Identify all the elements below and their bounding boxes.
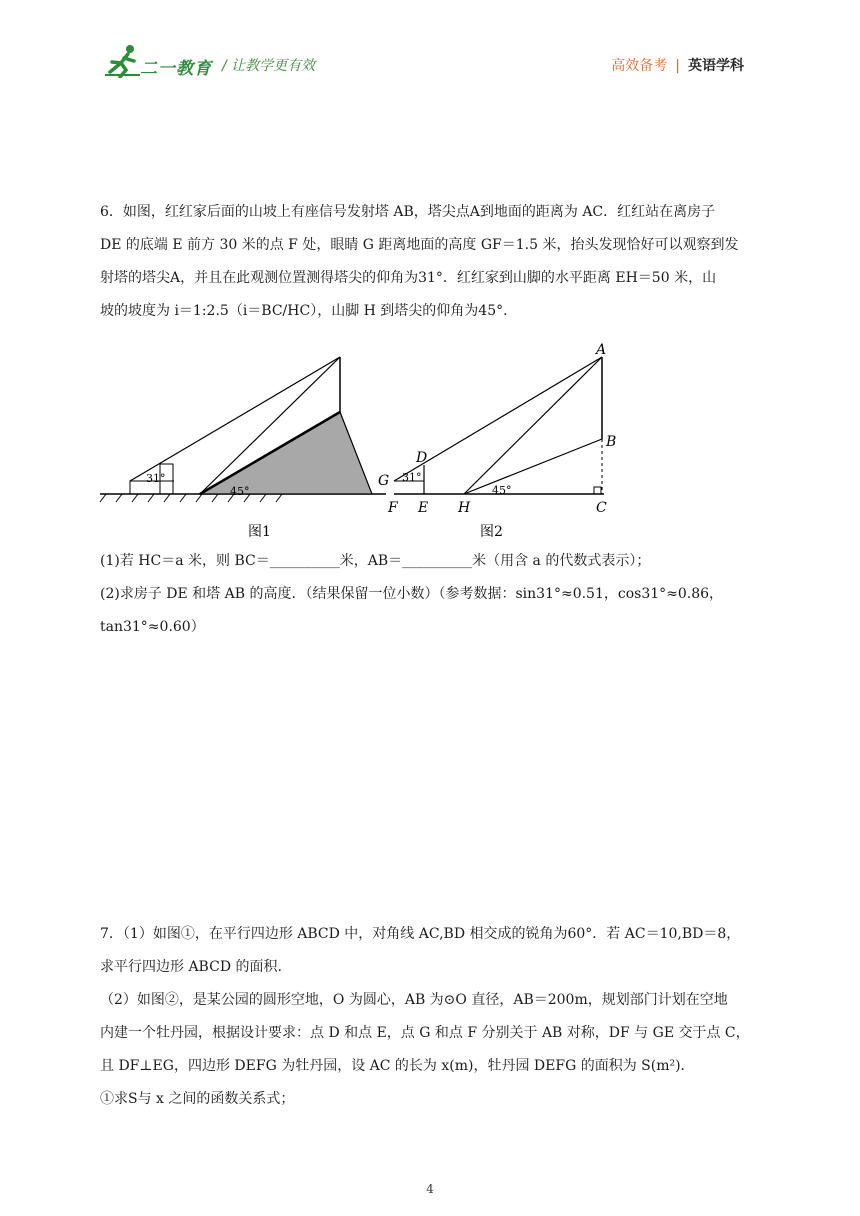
figure-1 bbox=[100, 357, 386, 540]
q7-line-2: 求平行四边形 ABCD 的面积. bbox=[100, 959, 282, 975]
page-header bbox=[0, 0, 860, 100]
label-H: H bbox=[458, 500, 471, 516]
q6-line-3: 射塔的塔尖A，并且在此观测位置测得塔尖的仰角为31°．红红家到山脚的水平距离 EH＝50 米，山 bbox=[100, 270, 717, 286]
fig1-angle-45: 45° bbox=[230, 485, 250, 498]
slogan: / 让教学更有效 bbox=[222, 58, 316, 74]
question-6-subquestions bbox=[100, 545, 762, 644]
fig1-angle-31: 31° bbox=[146, 472, 166, 485]
q6-line-4: 坡的坡度为 i＝1:2.5（i＝BC/HC），山脚 H 到塔尖的仰角为45°． bbox=[100, 303, 518, 319]
header-label-b: 英语学科 bbox=[688, 58, 744, 74]
q6-line-1: 6．如图，红红家后面的山坡上有座信号发射塔 AB，塔尖点A到地面的距离为 AC．红红站在离房子 bbox=[100, 204, 716, 220]
label-B: B bbox=[606, 434, 617, 450]
q7-line-1: 7．（1）如图①，在平行四边形 ABCD 中，对角线 AC,BD 相交成的锐角为60°．若 AC＝10,BD＝8， bbox=[100, 926, 741, 942]
label-A: A bbox=[596, 342, 607, 358]
q6-sub-2b: tan31°≈0.60） bbox=[100, 619, 205, 635]
label-F: F bbox=[388, 500, 398, 516]
logo-text: 二一教育 bbox=[140, 59, 212, 79]
fig2-angle-45: 45° bbox=[492, 484, 512, 497]
q7-line-6: ①求S与 x 之间的函数关系式； bbox=[100, 1091, 295, 1107]
header-separator: | bbox=[675, 58, 680, 74]
question-6 bbox=[100, 196, 762, 328]
geometry-figures bbox=[96, 340, 716, 545]
label-G: G bbox=[378, 473, 390, 489]
q6-line-2: DE 的底端 E 前方 30 米的点 F 处，眼睛 G 距离地面的高度 GF＝1.5 米，抬头发现恰好可以观察到发 bbox=[100, 237, 739, 253]
label-E: E bbox=[418, 500, 429, 516]
fig1-caption: 图1 bbox=[248, 524, 271, 540]
q7-line-5: 且 DF⊥EG，四边形 DEFG 为牡丹园，设 AC 的长为 x(m)，牡丹园 DEFG 的面积为 S(m²)． bbox=[100, 1058, 695, 1074]
figure-2 bbox=[378, 342, 616, 540]
header-label-a: 高效备考 bbox=[611, 58, 668, 74]
question-7 bbox=[100, 918, 762, 1116]
fig2-caption: 图2 bbox=[480, 524, 503, 540]
header-right bbox=[611, 55, 744, 75]
fig2-angle-31: 31° bbox=[402, 471, 422, 484]
runner-logo-icon bbox=[104, 44, 144, 78]
label-C: C bbox=[596, 500, 607, 516]
label-D: D bbox=[416, 450, 428, 466]
q6-figures bbox=[96, 340, 716, 545]
q7-line-3: （2）如图②，是某公园的圆形空地，O 为圆心，AB 为⊙O 直径，AB＝200m，规划部门计划在空地 bbox=[100, 992, 728, 1008]
q6-sub-1: (1)若 HC＝a 米，则 BC＝__________米，AB＝__________米（用含 a 的代数式表示）； bbox=[100, 553, 651, 569]
q6-sub-2: (2)求房子 DE 和塔 AB 的高度．（结果保留一位小数）（参考数据：sin31°≈0.51，cos31°≈0.86， bbox=[100, 586, 724, 602]
page-number: 4 bbox=[426, 1182, 434, 1196]
q7-line-4: 内建一个牡丹园，根据设计要求：点 D 和点 E，点 G 和点 F 分别关于 AB 对称，DF 与 GE 交于点 C， bbox=[100, 1025, 750, 1041]
